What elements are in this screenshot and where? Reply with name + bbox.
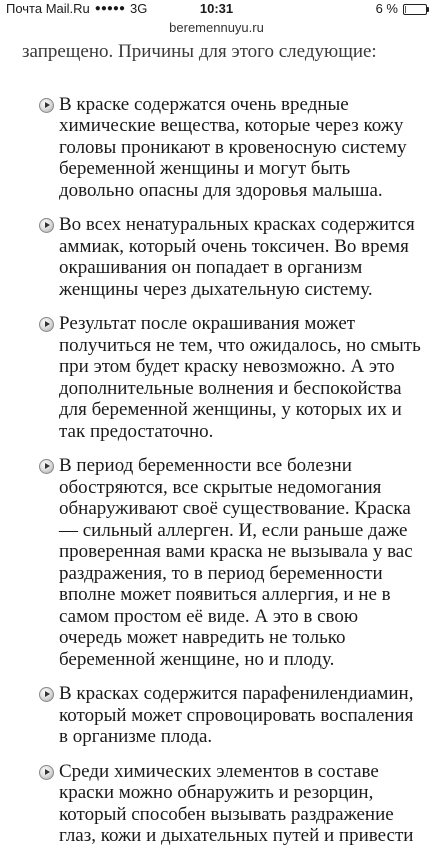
status-right bbox=[376, 0, 427, 18]
play-bullet-icon bbox=[39, 98, 54, 113]
address-bar[interactable] bbox=[0, 19, 433, 37]
list-item-text: В красках содержится парафенилендиамин, который может спровоцировать воспаления в организме плода. bbox=[59, 683, 414, 747]
battery-percent: 6 % bbox=[375, 1, 398, 16]
list-item bbox=[41, 683, 421, 748]
list-item-text: Среди химических элементов в составе краски можно обнаружить и резорцин, который способен вызывать раздражение глаз, кожи и дыхательных путей и привести bbox=[59, 760, 414, 846]
list-item bbox=[41, 313, 421, 442]
network-type: 3G bbox=[129, 1, 148, 16]
play-bullet-icon bbox=[39, 687, 54, 702]
play-bullet-icon bbox=[39, 459, 54, 474]
list-item bbox=[41, 761, 421, 847]
list-item-text: В краске содержатся очень вредные химические вещества, которые через кожу головы проникают в кровеносную систему беременной женщины и могут быть довольно опасны для здоровья малыша. bbox=[59, 93, 407, 201]
article-intro: запрещено. Причины для этого следующие: bbox=[22, 41, 377, 62]
signal-strength-icon: ●●●●● bbox=[94, 3, 125, 14]
carrier-name: Почта Mail.Ru bbox=[6, 1, 90, 16]
list-item-text: Во всех ненатуральных красках содержится аммиак, который очень токсичен. Во время окрашивания он попадает в организм женщины через дыхательную систему. bbox=[59, 214, 415, 300]
battery-icon bbox=[403, 4, 427, 15]
address-domain[interactable]: beremennuyu.ru bbox=[169, 20, 264, 35]
play-bullet-icon bbox=[39, 765, 54, 780]
list-item-text: В период беременности все болезни обостряются, все скрытые недомогания обнаруживают своё существование. Краска — сильный аллерген. И, если раньше даже проверенная вами краска не вызывала у вас раздражения, то в период беременности вполне может появиться аллергия, и не в самом простом её виде. А это в свою очередь может навредить не только беременной женщине, но и плоду. bbox=[59, 455, 413, 670]
list-item bbox=[41, 455, 421, 670]
list-item bbox=[41, 94, 421, 202]
status-bar bbox=[0, 0, 433, 18]
status-time: 10:31 bbox=[199, 1, 234, 16]
list-item-text: Результат после окрашивания может получиться не тем, что ожидалось, но смыть при этом будет краску невозможно. А это дополнительные волнения и беспокойства для беременной женщины, у которых их и так предостаточно. bbox=[59, 313, 421, 442]
play-bullet-icon bbox=[39, 317, 54, 332]
reasons-list bbox=[0, 94, 433, 847]
article-content[interactable] bbox=[0, 41, 433, 846]
battery-level-fill bbox=[405, 6, 406, 13]
list-item bbox=[41, 214, 421, 300]
play-bullet-icon bbox=[39, 218, 54, 233]
